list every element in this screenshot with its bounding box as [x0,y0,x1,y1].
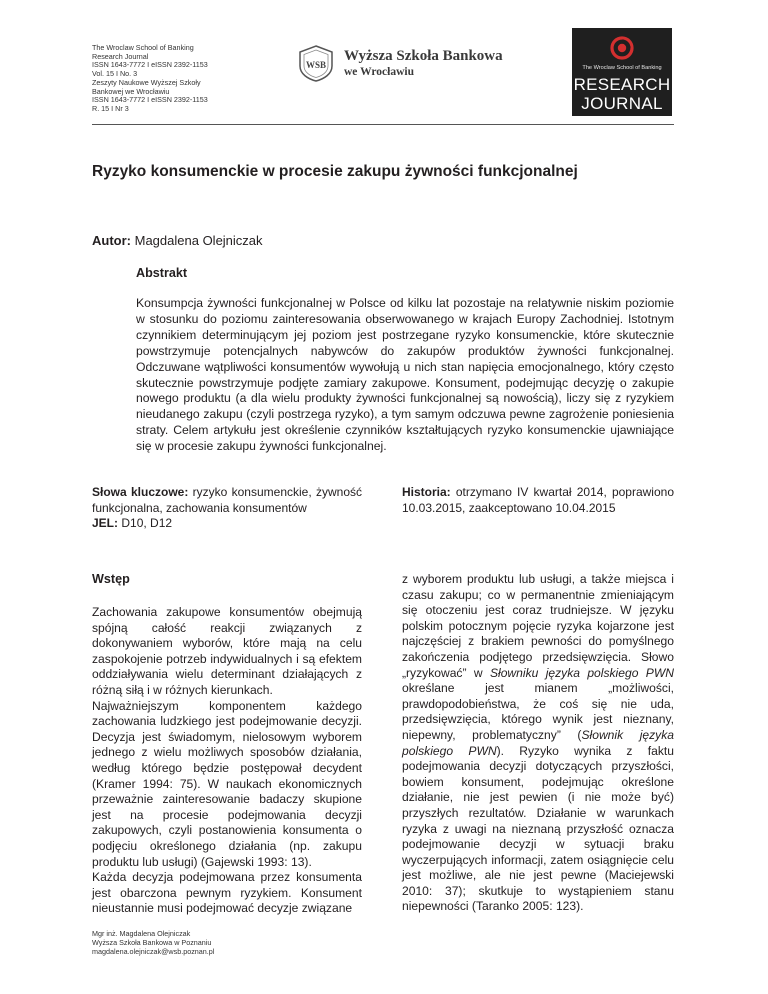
rj-swirl-icon [610,36,634,60]
author-name: Magdalena Olejniczak [134,233,263,248]
meta-line: R. 15 I Nr 3 [92,103,129,113]
keywords-text: ryzyko konsumenckie, żywność funkcjonalna, zachowania konsumentów [92,485,362,515]
research-journal-logo [572,28,672,116]
meta-line: The Wroclaw School of Banking [92,43,194,52]
wsb-city: we Wrocławiu [344,66,414,78]
wsb-name: Wyższa Szkoła Bankowa [344,48,503,64]
author-footnote [92,930,214,956]
jel-text: D10, D12 [121,516,173,531]
body-paragraph [402,572,674,915]
meta-line: Bankowej we Wrocławiu [92,86,170,96]
footnote-email: magdalena.olejniczak@wsb.poznan.pl [92,946,215,956]
wsb-logo [296,42,546,86]
body-paragraph: Każda decyzja podejmowana przez konsumenta jest obarczona pewnym ryzykiem. Konsument nieustannie musi podejmować decyzje związane [92,870,362,916]
history-label: Historia: [402,485,451,499]
abstract-heading: Abstrakt [136,266,188,280]
body-text: określane jest mianem „możliwości, prawdopodobieństwa, że coś się nie uda, przedsięwzięcia, którego wynik jest nieznany, niepewny, problematyczny” ( [402,681,674,742]
meta-line: Vol. 15 I No. 3 [92,69,138,79]
header-divider [92,124,674,125]
rj-title-journal: JOURNAL [581,94,663,113]
body-text: z wyborem produktu lub usługi, a także miejsca i czasu zakupu; co w permanentnie zmieniającym się otoczeniu jest coraz trudniejsze. W języku polskim potocznym pojęcie ryzyka kojarzone jest najczęściej z brakiem pewności do pomyślnego zakończenia podjętego przedsięwzięcia. Słowo „ryzykować” w [402,572,674,680]
history-block [402,485,674,516]
dictionary-reference: Słowniku języka polskiego PWN [489,665,674,680]
body-right-column [402,572,674,915]
rj-school-name: The Wroclaw School of Banking [582,65,662,71]
jel-label: JEL: [92,516,119,531]
rj-title-research: RESEARCH [573,75,671,94]
meta-line: Research Journal [92,51,149,61]
section-heading: Wstęp [92,572,130,586]
body-text: ). Ryzyko wynika z faktu podejmowania decyzji dotyczących przyszłości, bowiem konsument, podejmując określone działanie, nie jest pewien (i nie może być) przyszłych rezultatów. Działanie w warunkach ryzyka z uwagi na nieznaną przyszłość oznacza podejmowanie decyzji w sytuacji braku wyczerpujących informacji, zatem osiągnięcie celu jest możliwe, ale nie jest pewne (Maciejewski 2010: 37); skutkuje to wystąpieniem stanu niepewności (Taranko 2005: 123). [402,743,674,914]
meta-line: ISSN 1643-7772 I eISSN 2392-1153 [92,60,208,70]
journal-meta [92,44,262,114]
wsb-emblem-text: WSB [305,60,327,70]
abstract-text: Konsumpcja żywności funkcjonalnej w Polsce od kilku lat pozostaje na relatywnie niskim poziomie w stosunku do poziomu zainteresowania obserwowanego w krajach Europy Zachodniej. Istotnym czynnikiem determinującym jej poziom jest postrzegane ryzyko konsumenckie, które skutecznie powstrzymuje potencjalnych nabywców do zakupów produktów żywności funkcjonalnej. Odczuwane wątpliwości konsumentów wywołują u nich stan napięcia emocjonalnego, który często skutecznie powstrzymuje podjęte zamiary zakupowe. Konsument, podejmując decyzję o zakupie nowego produktu (a dla wielu produkty żywności funkcjonalnej są nowością), liczy się z ryzykiem nieudanego zakupu (czyli postrzega ryzyko), a tym samym odczuwa pewne zagrożenie poniesienia straty. Celem artykułu jest określenie czynników kształtujących ryzyko konsumenckie ujawniające się w procesie zakupu żywności funkcjonalnej. [136,296,674,454]
footnote-line: Wyższa Szkoła Bankowa w Poznaniu [92,937,212,947]
keywords-label: Słowa kluczowe: [92,485,189,499]
article-title: Ryzyko konsumenckie w procesie zakupu żywności funkcjonalnej [92,163,578,180]
body-left-column [92,605,362,917]
wsb-emblem-icon [296,44,336,82]
dictionary-citation: Słownik języka polskiego PWN [402,727,674,758]
body-paragraph: Zachowania zakupowe konsumentów obejmują spójną całość reakcji związanych z dokonywaniem wyborów, które mają na celu zaspokojenie potrzeb indywidualnych i są efektem oddziaływania wielu determinant działających z różną siłą i w różnych kierunkach. [92,605,362,697]
footnote-line: Mgr inż. Magdalena Olejniczak [92,929,191,938]
author-line [92,233,263,248]
meta-line: ISSN 1643-7772 I eISSN 2392-1153 [92,95,208,105]
history-text: otrzymano IV kwartał 2014, poprawiono 10.03.2015, zaakceptowano 10.04.2015 [402,485,674,515]
author-label: Autor: [92,233,131,248]
body-paragraph: Najważniejszym komponentem każdego zachowania ludzkiego jest podejmowanie decyzji. Decyzja jest świadomym, nielosowym wyborem jednego z wielu możliwych sposobów działania, według którego będzie postępował decydent (Kramer 1994: 75). W naukach ekonomicznych przeważnie zainteresowanie badaczy skupione jest na procesie podejmowania decyzji zakupowych, czyli postanowienia konsumenta o podjęciu określonego działania (np. zakupu produktu lub usługi) (Gajewski 1993: 13). [92,698,362,869]
keywords-block [92,485,362,532]
meta-line: Zeszyty Naukowe Wyższej Szkoły [92,77,201,87]
